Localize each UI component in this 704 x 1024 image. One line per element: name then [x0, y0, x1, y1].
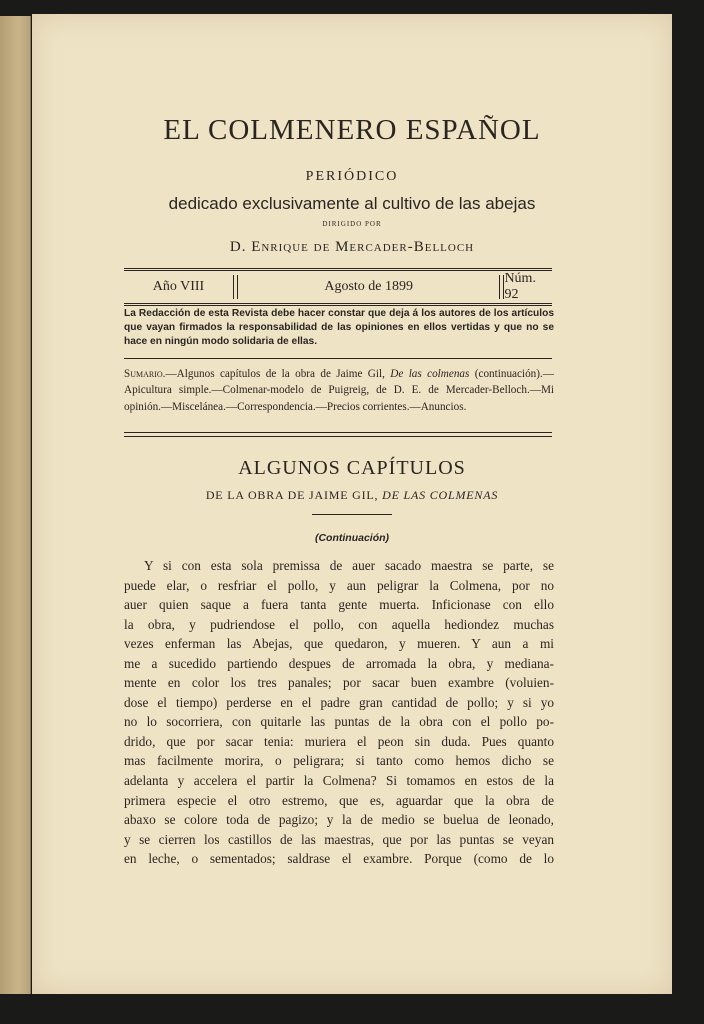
table-of-contents-summary: [124, 366, 554, 415]
article-subtitle: [32, 488, 672, 503]
article-subtitle-plain: DE LA OBRA DE JAIME GIL,: [205, 488, 383, 502]
article-body-line: y se cierren los castillos de las maestras, que por las puntas se veyan: [124, 831, 554, 847]
title-underline: [312, 514, 392, 515]
issue-info-bar: [124, 268, 552, 306]
article-body: [124, 556, 554, 869]
article-body-line: Y si con esta sola premissa de auer sacado maestra se parte, se: [144, 558, 554, 573]
article-body-line: en leche, o sementados; saldrase el exambre. Porque (como de lo: [124, 851, 554, 867]
article-body-line: no lo socorriera, con quitarle las puntas de la obra con el pollo po-: [124, 714, 554, 730]
article-subtitle-italic: DE LAS COLMENAS: [382, 488, 499, 502]
journal-title: EL COLMENERO ESPAÑOL: [163, 114, 541, 146]
issue-date: Agosto de 1899: [324, 279, 414, 294]
article-body-line: la obra, y pudriendose el pollo, con aquella hediondez muchas: [124, 616, 554, 632]
summary-text-part2: (continuación).—Apicultura simple.—Colmenar-modelo de Puigreig, de D. E. de Mercader-Belloch.—Mi opinión.—Miscelánea.—Correspondencia.—Precios corrientes.—Anuncios.: [124, 368, 554, 413]
issue-year: Año VIII: [152, 279, 205, 294]
article-body-line: dose el tiempo) perderse en el padre gran cantidad de pollo; y si yo: [124, 694, 554, 710]
directed-by-label: DIRIGIDO POR: [322, 220, 382, 228]
continuation-label: (Continuación): [314, 532, 390, 544]
section-divider-double: [124, 432, 552, 437]
article-body-line: mas facilmente morira, o peligrara; si tanto como hemos dicho se: [124, 753, 554, 769]
editorial-notice: La Redacción de esta Revista debe hacer constar que deja á los autores de los artículos que vayan firmados la responsabilidad de las opiniones en ellos vertidas y que no se hace en ningún modo solidaria de ellas.: [124, 308, 554, 347]
article-body-line: mente en color los tres panales; por sacar buen exambre (voluien-: [124, 675, 554, 691]
article-body-line: puede elar, o resfriar el pollo, y aun peligrar la Colmena, por no: [124, 577, 554, 593]
article-body-line: vezes enferman las Abejas, que quedaron, y mueren. Y aun a mi: [124, 636, 554, 652]
article-body-line: auer quien saque a fuera tanta gente muerta. Inficionase con ello: [124, 597, 554, 613]
article-body-line: primera especie el otro estremo, que es, aguardar que la obra de: [124, 792, 554, 808]
summary-text-part1: —Algunos capítulos de la obra de Jaime Gil,: [165, 368, 391, 380]
previous-page-edge: [0, 16, 31, 994]
article-body-line: me a sucedido partiendo despues de arromada la obra, y mediana-: [124, 655, 554, 671]
article-body-line: adelanta y accelera el partir la Colmena? Si tomamos en estos de la: [124, 773, 554, 789]
journal-page: [32, 14, 672, 994]
section-divider: [124, 358, 552, 359]
summary-lead: Sumario.: [124, 368, 166, 380]
issue-number: Núm. 92: [504, 271, 536, 302]
summary-book-title: De las colmenas: [390, 368, 470, 380]
article-title: ALGUNOS CAPÍTULOS: [238, 457, 466, 479]
editor-name: D. Enrique de Mercader-Belloch: [229, 239, 475, 255]
article-body-line: drido, que por sacar tenia: muriera el peon sin duda. Pues quanto: [124, 733, 554, 749]
article-body-line: abaxo se colore toda de pagizo; y la de medio se buelua de leonado,: [124, 812, 554, 828]
journal-subtitle: PERIÓDICO: [305, 169, 399, 184]
journal-description: dedicado exclusivamente al cultivo de las abejas: [168, 194, 536, 213]
